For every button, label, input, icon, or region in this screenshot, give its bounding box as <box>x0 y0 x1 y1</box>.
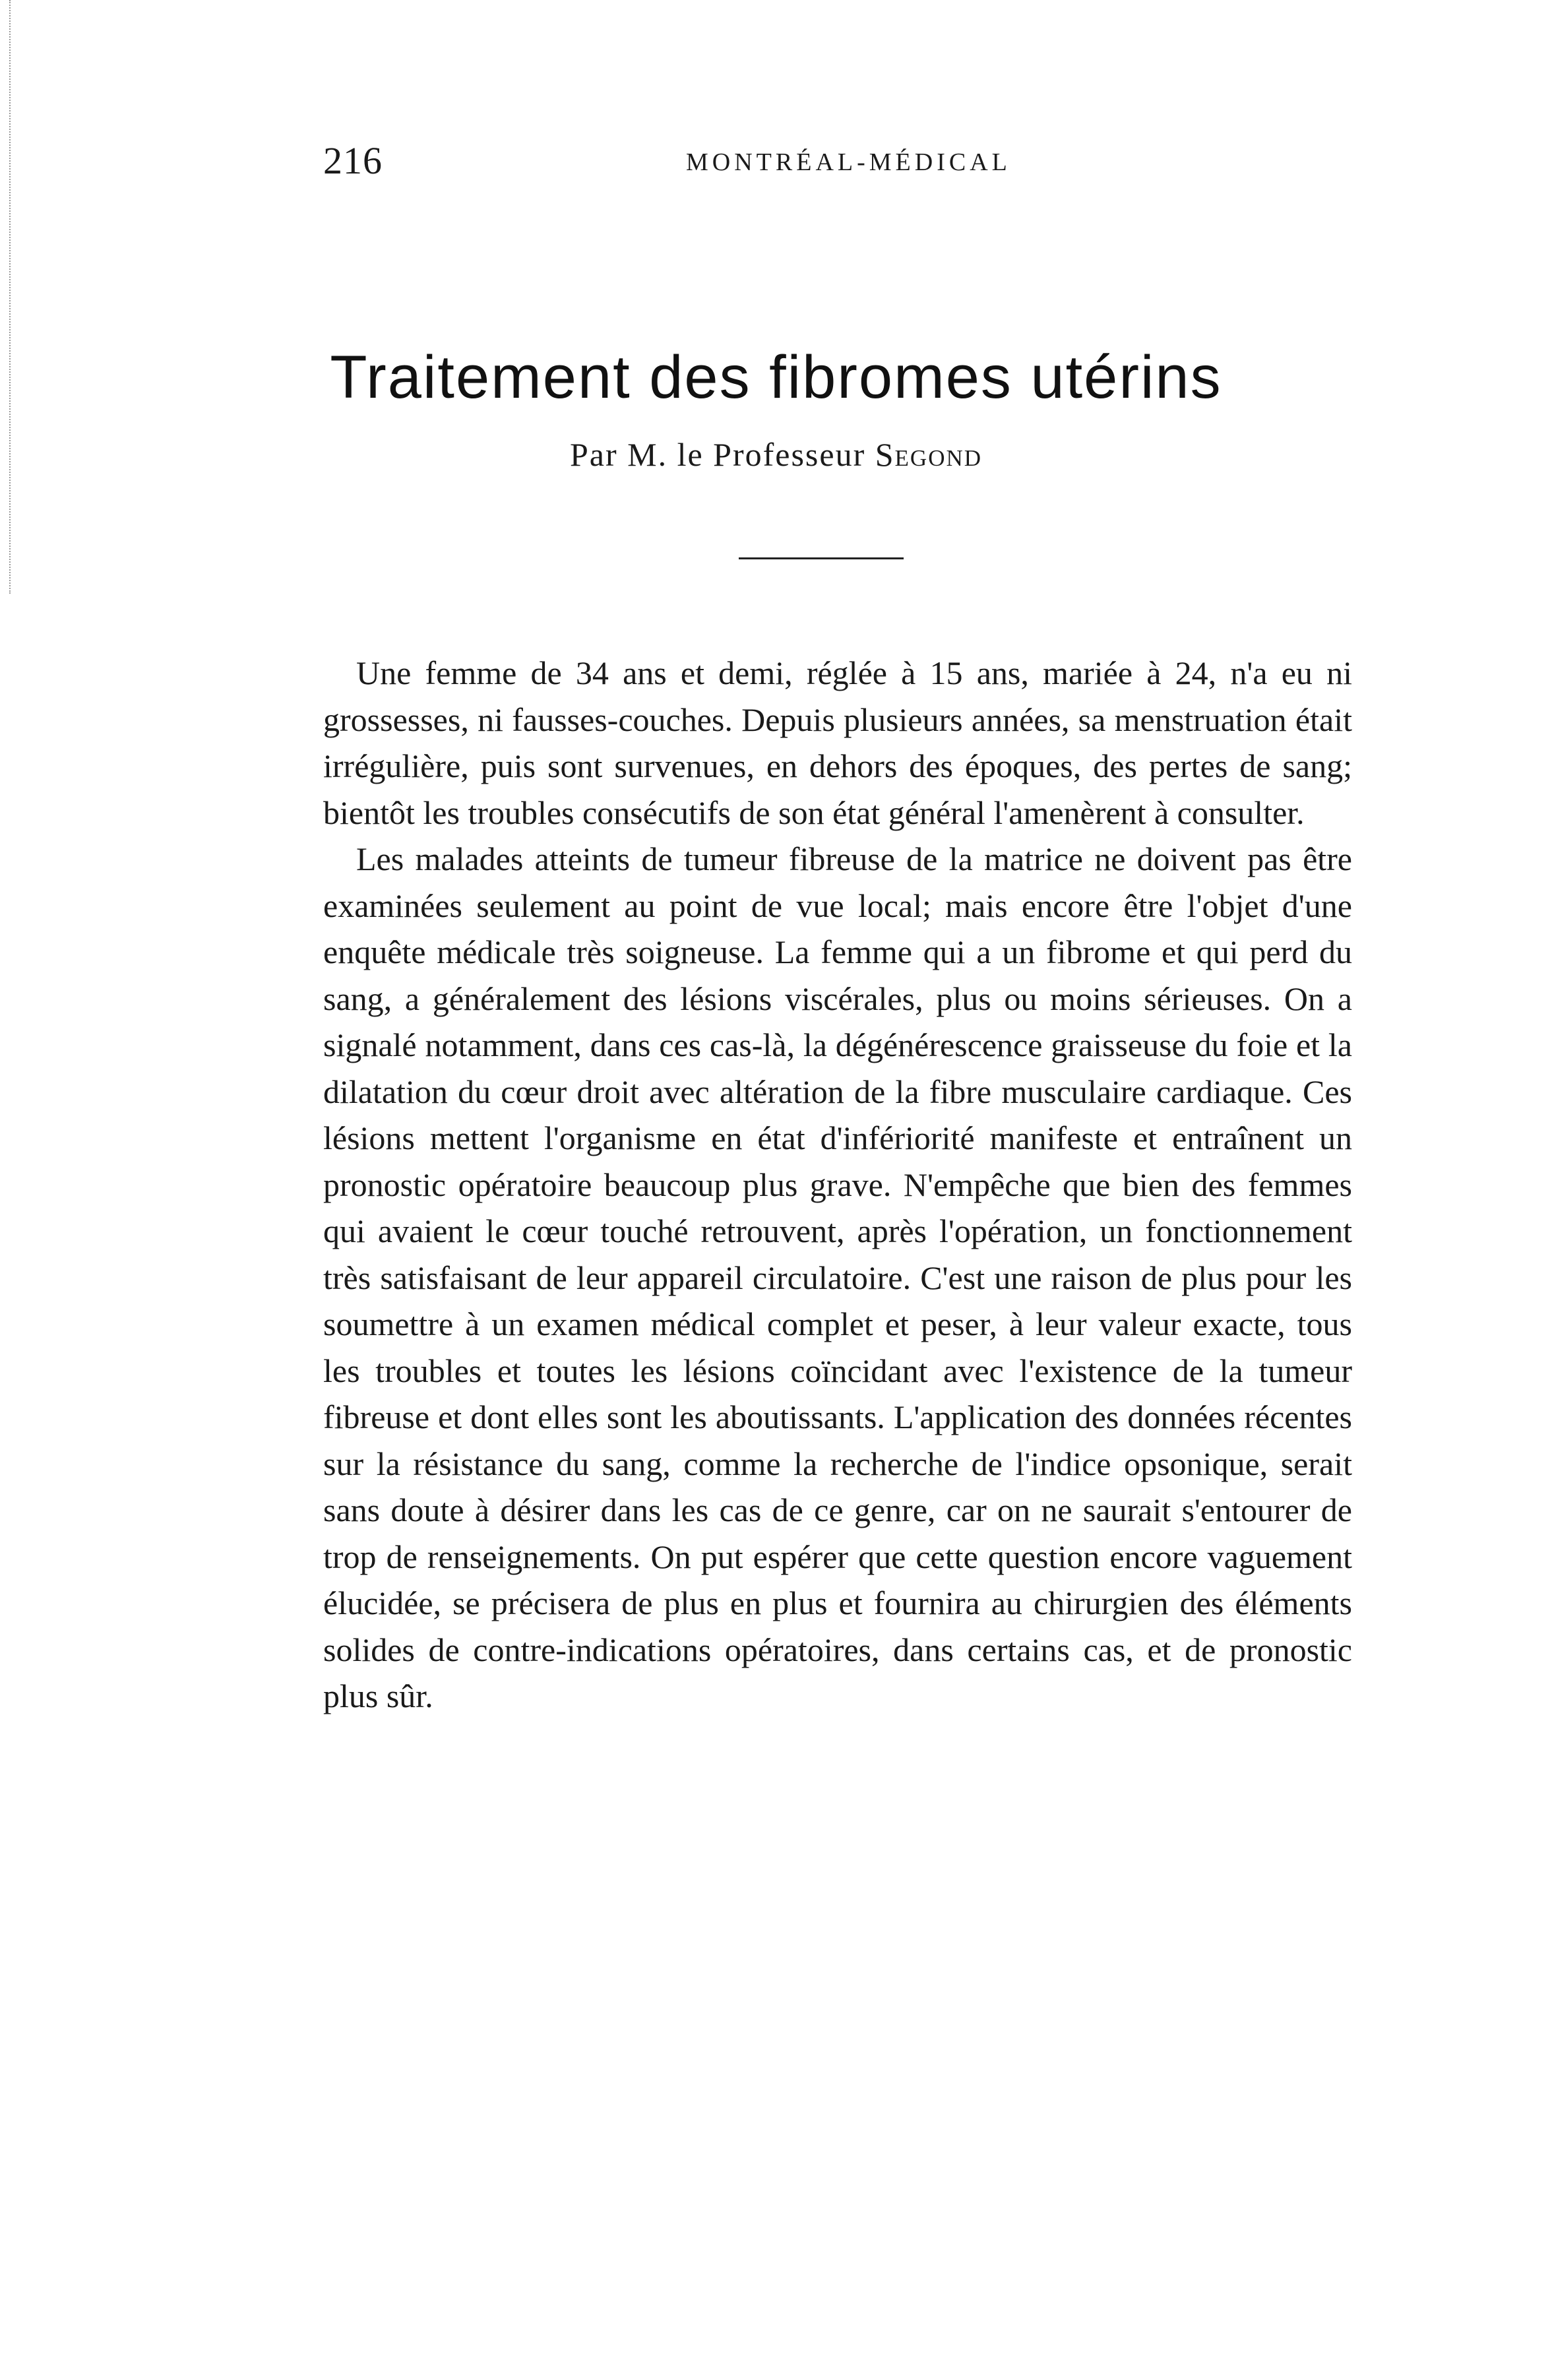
article-body <box>323 650 1352 1720</box>
journal-name: MONTRÉAL-MÉDICAL <box>686 148 1011 176</box>
byline-prefix: Par M. le Professeur <box>569 436 866 473</box>
title-divider <box>739 557 904 559</box>
paragraph: Une femme de 34 ans et demi, réglée à 15 ans, mariée à 24, n'a eu ni grossesses, ni fausses-couches. Depuis plusieurs années, sa menstruation était irrégulière, puis sont survenues, en dehors des époques, des pertes de sang; bientôt les troubles consécutifs de son état général l'amenèrent à consulter. <box>323 654 1352 831</box>
running-head <box>323 139 1313 185</box>
page-number: 216 <box>323 139 383 182</box>
paragraph: Les malades atteints de tumeur fibreuse de la matrice ne doivent pas être examinées seulement au point de vue local; mais encore être l'objet d'une enquête médicale très soigneuse. La femme qui a un fibrome et qui perd du sang, a généralement des lésions viscérales, plus ou moins sérieuses. On a signalé notamment, dans ces cas-là, la dégénérescence graisseuse du foie et la dilatation du cœur droit avec altération de la fibre musculaire cardiaque. Ces lésions mettent l'organisme en état d'infériorité manifeste et entraînent un pronostic opératoire beaucoup plus grave. N'empêche que bien des femmes qui avaient le cœur touché retrouvent, après l'opération, un fonctionnement très satisfaisant de leur appareil circulatoire. C'est une raison de plus pour les soumettre à un examen médical complet et peser, à leur valeur exacte, tous les troubles et toutes les lésions coïncidant avec l'existence de la tumeur fibreuse et dont elles sont les aboutissants. L'application des données récentes sur la résistance du sang, comme la recherche de l'indice opsonique, serait sans doute à désirer dans les cas de ce genre, car on ne saurait s'entourer de trop de renseignements. On put espérer que cette question encore vaguement élucidée, se précisera de plus en plus et fournira au chirurgien des éléments solides de contre-indications opératoires, dans certains cas, et de pronostic plus sûr. <box>323 840 1352 1714</box>
scan-edge-artifact <box>9 0 13 594</box>
article-byline <box>0 435 1552 474</box>
byline-author: Segond <box>875 436 983 473</box>
article-title: Traitement des fibromes utérins <box>330 344 1222 411</box>
